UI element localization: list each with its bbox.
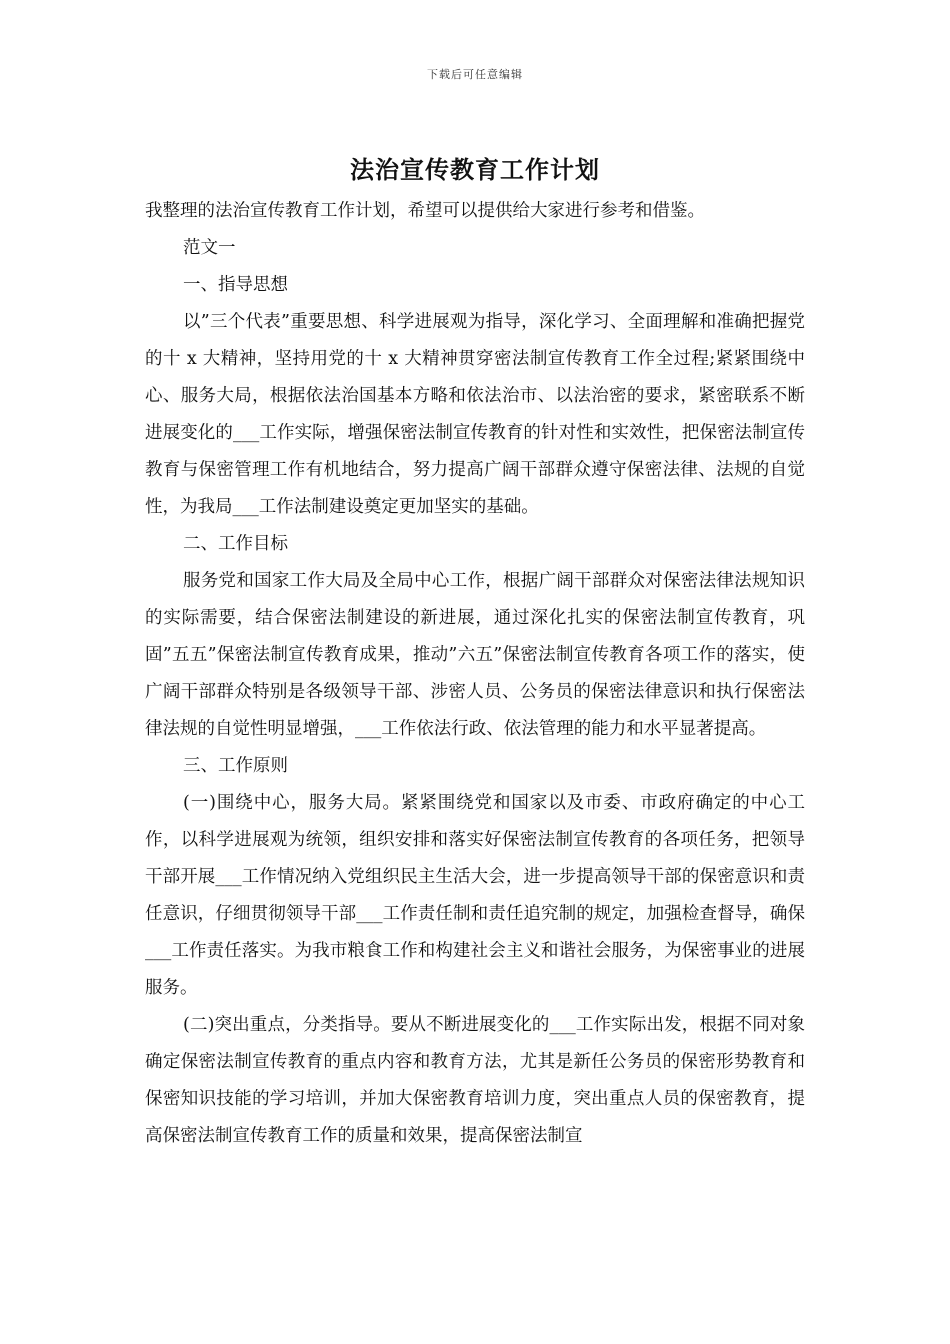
body-paragraph: 服务党和国家工作大局及全局中心工作，根据广阔干部群众对保密法律法规知识的实际需要，结合保密法制建设的新进展，通过深化扎实的保密法制宣传教育，巩固”五五”保密法制宣传教育成果，推动”六五”保密法制宣传教育各项工作的落实，使广阔干部群众特别是各级领导干部、涉密人员、公务员的保密法律意识和执行保密法律法规的自觉性明显增强，___工作依法行政、依法管理的能力和水平显著提高。 [145,571,805,739]
section-heading: 三、工作原则 [183,756,288,776]
section-heading: 二、工作目标 [183,534,288,554]
document-title: 法治宣传教育工作计划 [350,155,600,184]
body-paragraph: 以”三个代表”重要思想、科学进展观为指导，深化学习、全面理解和准确把握党的十 x 大精神，坚持用党的十 x 大精神贯穿密法制宣传教育工作全过程;紧紧围绕中心、服务大局，根据依法治国基本方略和依法治市、以法治密的要求，紧密联系不断进展变化的___工作实际，增强保密法制宣传教育的针对性和实效性，把保密法制宣传教育与保密管理工作有机地结合，努力提高广阔干部群众遵守保密法律、法规的自觉性，为我局___工作法制建设奠定更加坚实的基础。 [145,312,805,517]
intro-paragraph: 我整理的法治宣传教育工作计划，希望可以提供给大家进行参考和借鉴。 [145,201,705,221]
header-note: 下载后可任意编辑 [427,68,523,81]
document-body [145,193,805,1155]
body-paragraph: (二)突出重点，分类指导。要从不断进展变化的___工作实际出发，根据不同对象确定保密法制宣传教育的重点内容和教育方法，尤其是新任公务员的保密形势教育和保密知识技能的学习培训，并加大保密教育培训力度，突出重点人员的保密教育，提高保密法制宣传教育工作的质量和效果，提高保密法制宣 [145,1015,805,1146]
sample-label: 范文一 [183,238,236,258]
body-paragraph: (一)围绕中心，服务大局。紧紧围绕党和国家以及市委、市政府确定的中心工作，以科学进展观为统领，组织安排和落实好保密法制宣传教育的各项任务，把领导干部开展___工作情况纳入党组织民主生活大会，进一步提高领导干部的保密意识和责任意识，仔细贯彻领导干部___工作责任制和责任追究制的规定，加强检查督导，确保___工作责任落实。为我市粮食工作和构建社会主义和谐社会服务，为保密事业的进展服务。 [145,793,805,998]
section-heading: 一、指导思想 [183,275,288,295]
